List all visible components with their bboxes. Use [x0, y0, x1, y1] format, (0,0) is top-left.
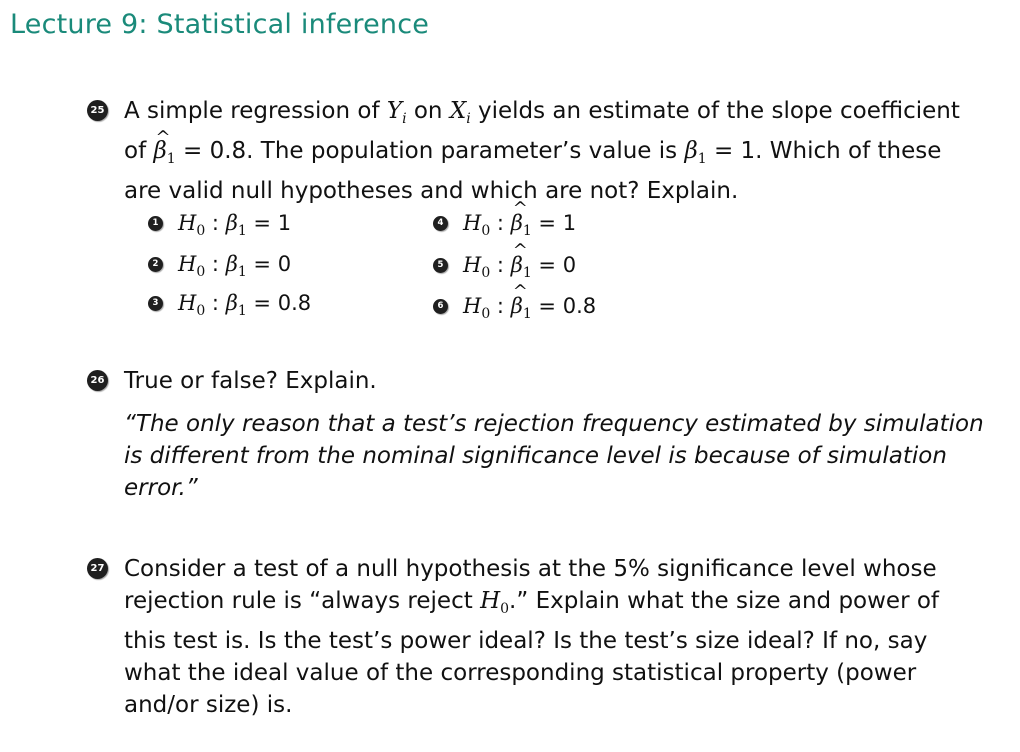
page-title: Lecture 9: Statistical inference — [10, 9, 430, 40]
question-26-text — [124, 365, 1004, 504]
q25-line-2: of β $\^{}_1 = 0.8$. The population parameter’s value is $\beta_1 = 1$. Which of these — [124, 135, 1004, 175]
hypothesis-number-badge: 2 — [148, 257, 163, 272]
q26-quote-line-1: “The only reason that a test’s rejection frequency estimated by simulation — [124, 411, 984, 437]
question-25-text — [124, 95, 1004, 207]
q25-line-3: are valid null hypotheses and which are not? Explain. — [124, 178, 739, 204]
question-27-text — [124, 553, 1004, 721]
hypothesis-number-badge: 6 — [433, 299, 448, 314]
q27-line-4: what the ideal value of the corresponding statistical property (power — [124, 660, 917, 686]
question-number-badge: 27 — [87, 558, 108, 579]
q27-line-1: Consider a test of a null hypothesis at the 5% significance level whose — [124, 556, 937, 582]
hypothesis-number-badge: 4 — [433, 216, 448, 231]
hypothesis-number-badge: 5 — [433, 258, 448, 273]
q25-line-1: A simple regression of $Y_i$ on $X_i$ yields an estimate of the slope coefficient — [124, 98, 960, 127]
q27-line-5: and/or size) is. — [124, 692, 293, 718]
q26-prompt: True or false? Explain. — [124, 368, 377, 394]
question-number-badge: 26 — [87, 370, 108, 391]
q26-quote-line-2: is different from the nominal significance level is because of simulation — [124, 443, 947, 469]
question-number-badge: 25 — [87, 100, 108, 121]
q27-line-3: this test is. Is the test’s power ideal? Is the test’s size ideal? If no, say — [124, 628, 928, 654]
hypothesis-number-badge: 3 — [148, 296, 163, 311]
q27-line-2: rejection rule is “always reject $H_0$.” Explain what the size and power of — [124, 588, 940, 617]
hypothesis-number-badge: 1 — [148, 216, 163, 231]
q26-quote-line-3: error.” — [124, 475, 198, 501]
